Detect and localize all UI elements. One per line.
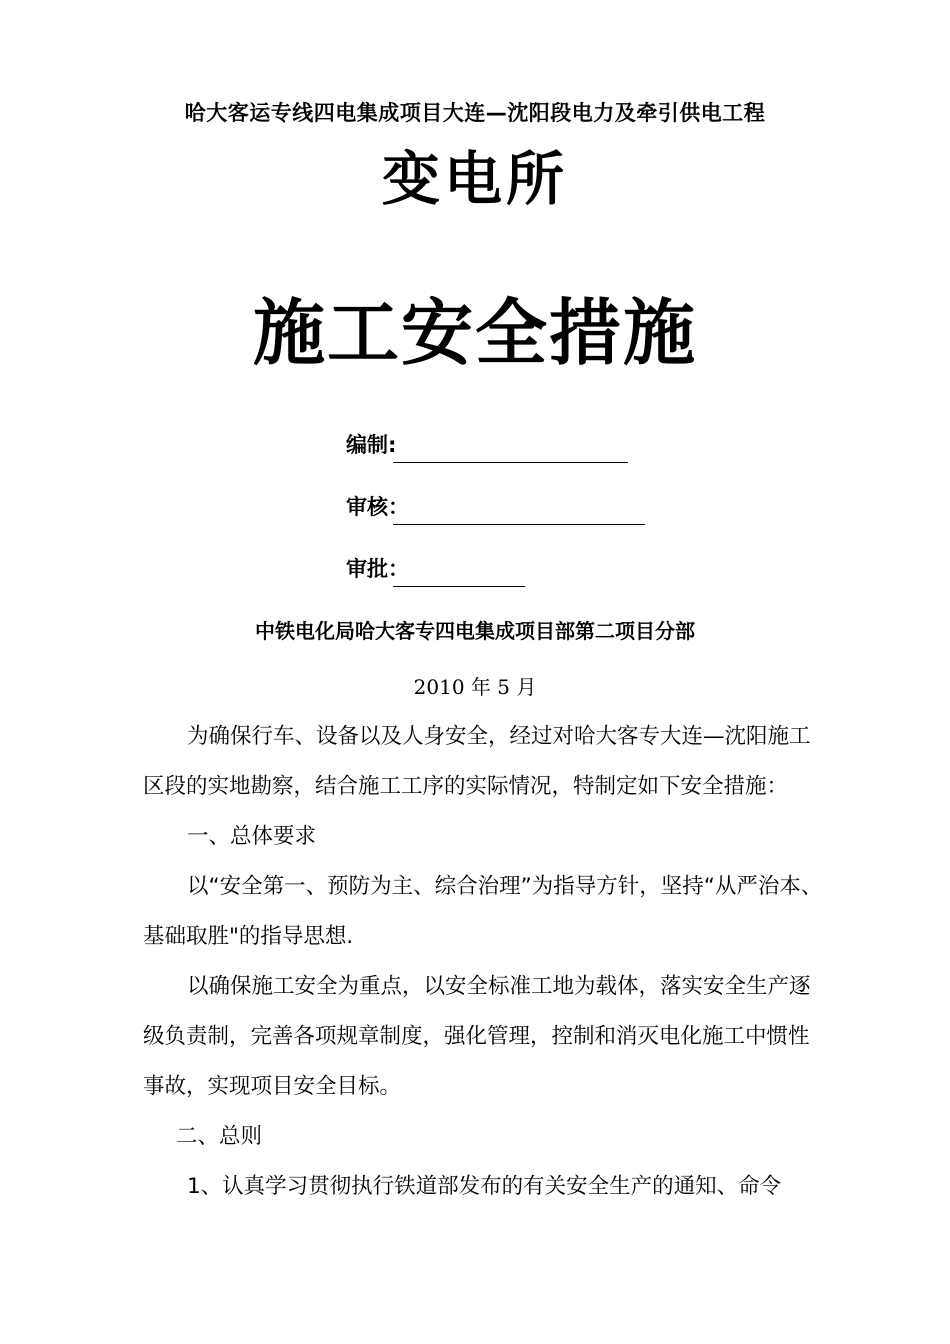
- document-date: 2010 年 5 月: [413, 675, 537, 699]
- project-title: 哈大客运专线四电集成项目大连—沈阳段电力及牵引供电工程: [184, 101, 766, 125]
- compile-label: 编制:: [346, 433, 397, 457]
- document-body: [143, 712, 823, 1212]
- rule-item-1: 1、认真学习贯彻执行铁道部发布的有关安全生产的通知、命令: [187, 1174, 782, 1199]
- section-heading-general-rules: 二、总则: [176, 1124, 263, 1149]
- review-signature-line: [393, 524, 645, 525]
- section-heading-general-requirements: 一、总体要求: [187, 824, 317, 849]
- safety-goal-paragraph: 以确保施工安全为重点，以安全标准工地为载体，落实安全生产逐级负责制，完善各项规章制度，强化管理，控制和消灭电化施工中惯性事故，实现项目安全目标。: [143, 974, 811, 1099]
- organization-name: 中铁电化局哈大客专四电集成项目部第二项目分部: [255, 619, 695, 643]
- approve-signature-line: [393, 586, 525, 587]
- document-title-safety-measures: 施工安全措施: [252, 291, 697, 375]
- review-label: 审核：: [346, 495, 409, 519]
- compile-signature-line: [393, 462, 628, 463]
- approve-label: 审批：: [346, 557, 409, 581]
- document-title-substation: 变电所: [381, 145, 568, 213]
- intro-paragraph: 为确保行车、设备以及人身安全，经过对哈大客专大连—沈阳施工区段的实地勘察，结合施工工序的实际情况，特制定如下安全措施：: [143, 724, 811, 799]
- guideline-paragraph: 以“安全第一、预防为主、综合治理”为指导方针，坚持“从严治本、基础取胜"的指导思想.: [143, 874, 823, 949]
